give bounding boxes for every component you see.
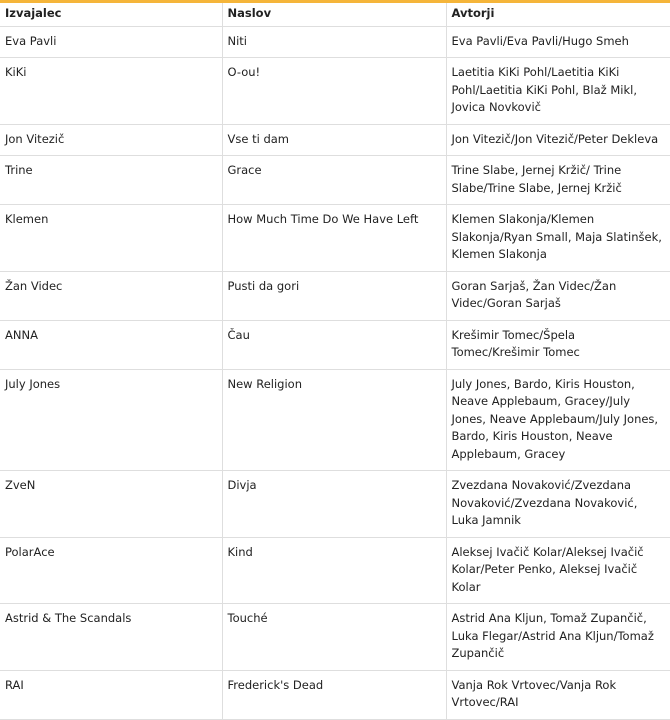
cell-izvajalec: KiKi [0, 58, 222, 125]
cell-izvajalec: Astrid & The Scandals [0, 604, 222, 671]
cell-naslov: Kind [222, 537, 446, 604]
table-row [0, 320, 670, 369]
cell-izvajalec: RAI [0, 670, 222, 719]
cell-avtorji: Zvezdana Novaković/Zvezdana Novaković/Zvezdana Novaković, Luka Jamnik [446, 471, 670, 538]
cell-avtorji: Goran Sarjaš, Žan Videc/Žan Videc/Goran Sarjaš [446, 271, 670, 320]
table-row [0, 471, 670, 538]
table-row [0, 604, 670, 671]
cell-avtorji: Vanja Rok Vrtovec/Vanja Rok Vrtovec/RAI [446, 670, 670, 719]
table-row [0, 670, 670, 719]
cell-avtorji: Astrid Ana Kljun, Tomaž Zupančič, Luka Flegar/Astrid Ana Kljun/Tomaž Zupančič [446, 604, 670, 671]
column-header-avtorji: Avtorji [446, 3, 670, 26]
table-row [0, 205, 670, 272]
cell-avtorji: Jon Vitezič/Jon Vitezič/Peter Dekleva [446, 124, 670, 156]
cell-izvajalec: PolarAce [0, 537, 222, 604]
column-header-izvajalec: Izvajalec [0, 3, 222, 26]
cell-naslov: New Religion [222, 369, 446, 471]
table-row [0, 369, 670, 471]
cell-avtorji: Krešimir Tomec/Špela Tomec/Krešimir Tomec [446, 320, 670, 369]
cell-izvajalec: ANNA [0, 320, 222, 369]
cell-izvajalec: July Jones [0, 369, 222, 471]
songs-table [0, 3, 670, 720]
cell-izvajalec: Žan Videc [0, 271, 222, 320]
table-row [0, 537, 670, 604]
cell-izvajalec: Jon Vitezič [0, 124, 222, 156]
cell-izvajalec: Eva Pavli [0, 26, 222, 58]
cell-izvajalec: Trine [0, 156, 222, 205]
table-row [0, 271, 670, 320]
cell-avtorji: July Jones, Bardo, Kiris Houston, Neave Applebaum, Gracey/July Jones, Neave Applebaum/July Jones, Bardo, Kiris Houston, Neave Applebaum, Gracey [446, 369, 670, 471]
cell-avtorji: Laetitia KiKi Pohl/Laetitia KiKi Pohl/Laetitia KiKi Pohl, Blaž Mikl, Jovica Novkovič [446, 58, 670, 125]
cell-naslov: Frederick's Dead [222, 670, 446, 719]
header-row [0, 3, 670, 26]
cell-avtorji: Eva Pavli/Eva Pavli/Hugo Smeh [446, 26, 670, 58]
cell-naslov: Niti [222, 26, 446, 58]
cell-naslov: Divja [222, 471, 446, 538]
table-row [0, 26, 670, 58]
cell-naslov: O-ou! [222, 58, 446, 125]
cell-naslov: Touché [222, 604, 446, 671]
cell-naslov: Grace [222, 156, 446, 205]
cell-avtorji: Trine Slabe, Jernej Kržič/ Trine Slabe/Trine Slabe, Jernej Kržič [446, 156, 670, 205]
cell-avtorji: Klemen Slakonja/Klemen Slakonja/Ryan Small, Maja Slatinšek, Klemen Slakonja [446, 205, 670, 272]
cell-avtorji: Aleksej Ivačič Kolar/Aleksej Ivačič Kolar/Peter Penko, Aleksej Ivačič Kolar [446, 537, 670, 604]
cell-naslov: How Much Time Do We Have Left [222, 205, 446, 272]
cell-naslov: Vse ti dam [222, 124, 446, 156]
table-row [0, 124, 670, 156]
table-row [0, 58, 670, 125]
column-header-naslov: Naslov [222, 3, 446, 26]
cell-naslov: Čau [222, 320, 446, 369]
cell-naslov: Pusti da gori [222, 271, 446, 320]
cell-izvajalec: Klemen [0, 205, 222, 272]
table-row [0, 156, 670, 205]
cell-izvajalec: ZveN [0, 471, 222, 538]
